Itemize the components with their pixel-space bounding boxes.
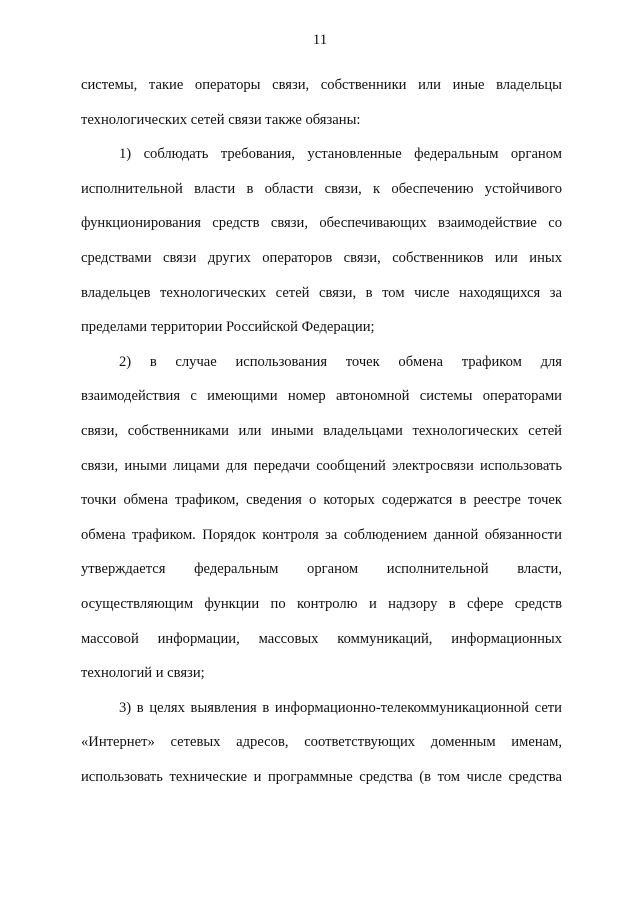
text-line: использовать технические и программные средства (в том числе средства xyxy=(81,768,562,785)
text-line: средствами связи других операторов связи, собственников или иных xyxy=(81,249,562,266)
text-line: взаимодействия с имеющими номер автономной системы операторами xyxy=(81,388,562,405)
text-line: технологий и связи; xyxy=(81,665,205,682)
paragraph-3 xyxy=(81,691,562,795)
text-line: технологических сетей связи также обязаны: xyxy=(81,111,361,128)
text-line: пределами территории Российской Федерации; xyxy=(81,319,375,336)
text-line: 2) в случае использования точек обмена трафиком для xyxy=(119,353,562,370)
text-line: 3) в целях выявления в информационно-телекоммуникационной сети xyxy=(119,699,562,716)
paragraph-1 xyxy=(81,137,562,345)
text-line: владельцев технологических сетей связи, в том числе находящихся за xyxy=(81,284,562,301)
text-line: исполнительной власти в области связи, к обеспечению устойчивого xyxy=(81,180,562,197)
text-line: точки обмена трафиком, сведения о которых содержатся в реестре точек xyxy=(81,492,562,509)
text-line: связи, собственниками или иными владельцами технологических сетей xyxy=(81,422,562,439)
paragraph-2 xyxy=(81,345,562,691)
body-text xyxy=(81,68,562,794)
text-line: осуществляющим функции по контролю и надзору в сфере средств xyxy=(81,595,562,612)
text-line: функционирования средств связи, обеспечивающих взаимодействие со xyxy=(81,215,562,232)
text-line: связи, иными лицами для передачи сообщений электросвязи использовать xyxy=(81,457,562,474)
text-line: 1) соблюдать требования, установленные федеральным органом xyxy=(119,146,562,163)
text-line: утверждается федеральным органом исполнительной власти, xyxy=(81,561,562,578)
text-line: «Интернет» сетевых адресов, соответствующих доменным именам, xyxy=(81,734,562,751)
paragraph-0 xyxy=(81,68,562,137)
text-line: массовой информации, массовых коммуникаций, информационных xyxy=(81,630,562,647)
text-line: обмена трафиком. Порядок контроля за соблюдением данной обязанности xyxy=(81,526,562,543)
page-number: 11 xyxy=(312,32,328,48)
text-line: системы, такие операторы связи, собственники или иные владельцы xyxy=(81,77,562,93)
